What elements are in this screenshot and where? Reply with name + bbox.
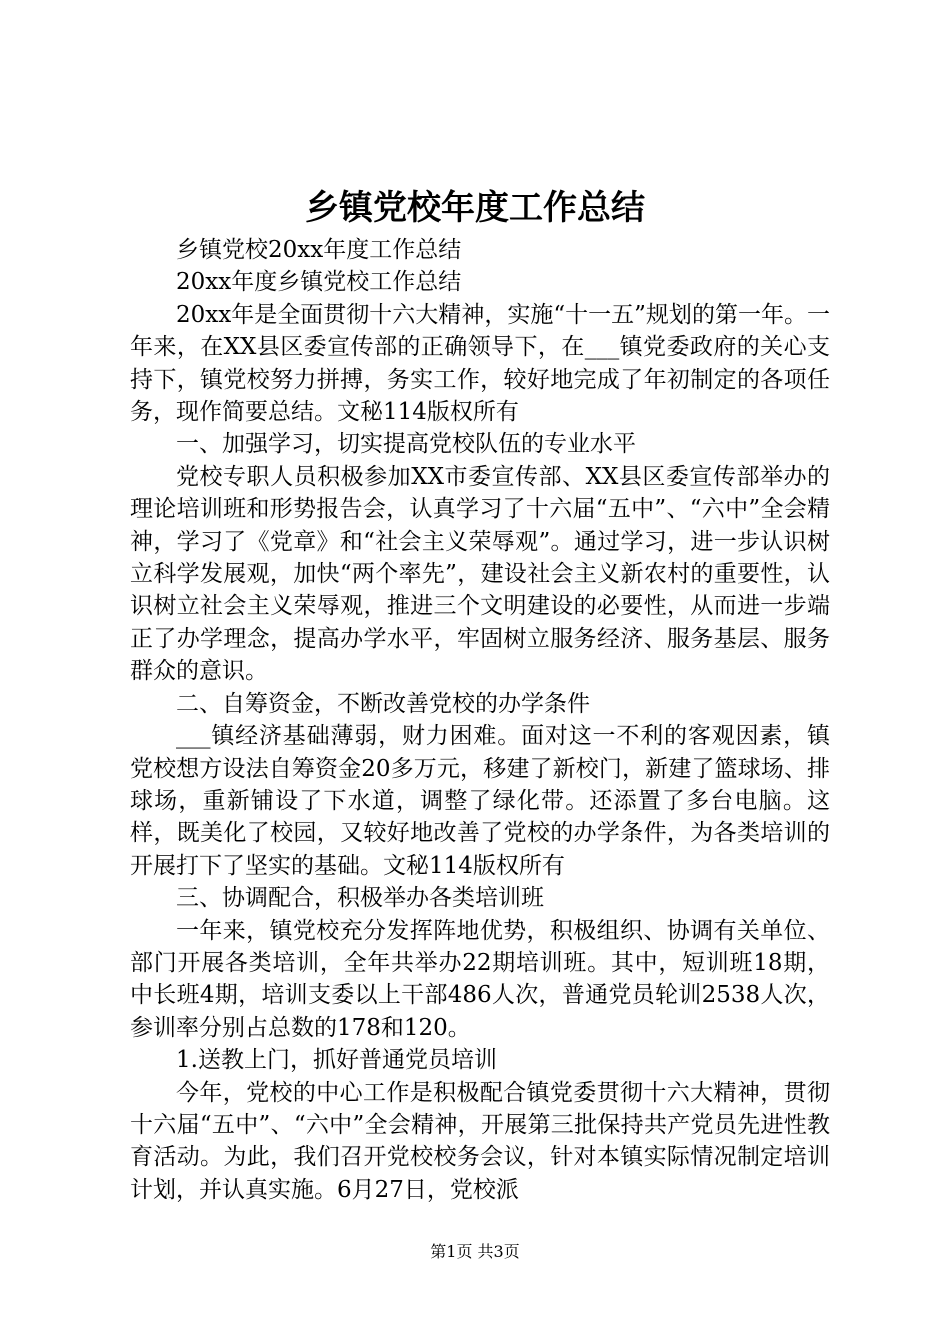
- section-heading-1: 一、加强学习，切实提高党校队伍的专业水平: [176, 431, 636, 458]
- document-body: [130, 234, 830, 1206]
- page-number-footer: 第1页 共3页: [430, 1242, 520, 1261]
- paragraph-section-2: ___镇经济基础薄弱，财力困难。面对这一不利的客观因素，镇党校想方设法自筹资金20多万元，移建了新校门，新建了篮球场、排球场，重新铺设了下水道，调整了绿化带。还添置了多台电脑。这样，既美化了校园，又较好地改善了党校的办学条件，为各类培训的开展打下了坚实的基础。文秘114版权所有: [130, 723, 830, 879]
- paragraph-intro: 20xx年是全面贯彻十六大精神，实施“十一五”规划的第一年。一年来，在XX县区委宣传部的正确领导下，在___镇党委政府的关心支持下，镇党校努力拼搏，务实工作，较好地完成了年初制定的各项任务，现作简要总结。文秘114版权所有: [130, 301, 830, 426]
- paragraph-section-3: 一年来，镇党校充分发挥阵地优势，积极组织、协调有关单位、部门开展各类培训，全年共举办22期培训班。其中，短训班18期，中长班4期，培训支委以上干部486人次，普通党员轮训2538人次，参训率分别占总数的178和120。: [130, 917, 830, 1041]
- paragraph-section-1: 党校专职人员积极参加XX市委宣传部、XX县区委宣传部举办的理论培训班和形势报告会，认真学习了十六届“五中”、“六中”全会精神，学习了《党章》和“社会主义荣辱观”。通过学习，进一步认识树立科学发展观，加快“两个率先”，建设社会主义新农村的重要性，认识树立社会主义荣辱观，推进三个文明建设的必要性，从而进一步端正了办学理念，提高办学水平，牢固树立服务经济、服务基层、服务群众的意识。: [130, 463, 830, 685]
- section-heading-3: 三、协调配合，积极举办各类培训班: [176, 885, 544, 912]
- paragraph-subtitle-2: 20xx年度乡镇党校工作总结: [176, 269, 462, 296]
- document-title: 乡镇党校年度工作总结: [305, 188, 645, 228]
- section-heading-2: 二、自筹资金，不断改善党校的办学条件: [176, 690, 590, 717]
- paragraph-subsection-1: 今年，党校的中心工作是积极配合镇党委贯彻十六大精神，贯彻十六届“五中”、“六中”全会精神，开展第三批保持共产党员先进性教育活动。为此，我们召开党校校务会议，针对本镇实际情况制定培训计划，并认真实施。6月27日，党校派: [130, 1079, 830, 1203]
- subsection-heading-1: 1.送教上门，抓好普通党员培训: [176, 1047, 497, 1074]
- paragraph-subtitle-1: 乡镇党校20xx年度工作总结: [176, 237, 462, 263]
